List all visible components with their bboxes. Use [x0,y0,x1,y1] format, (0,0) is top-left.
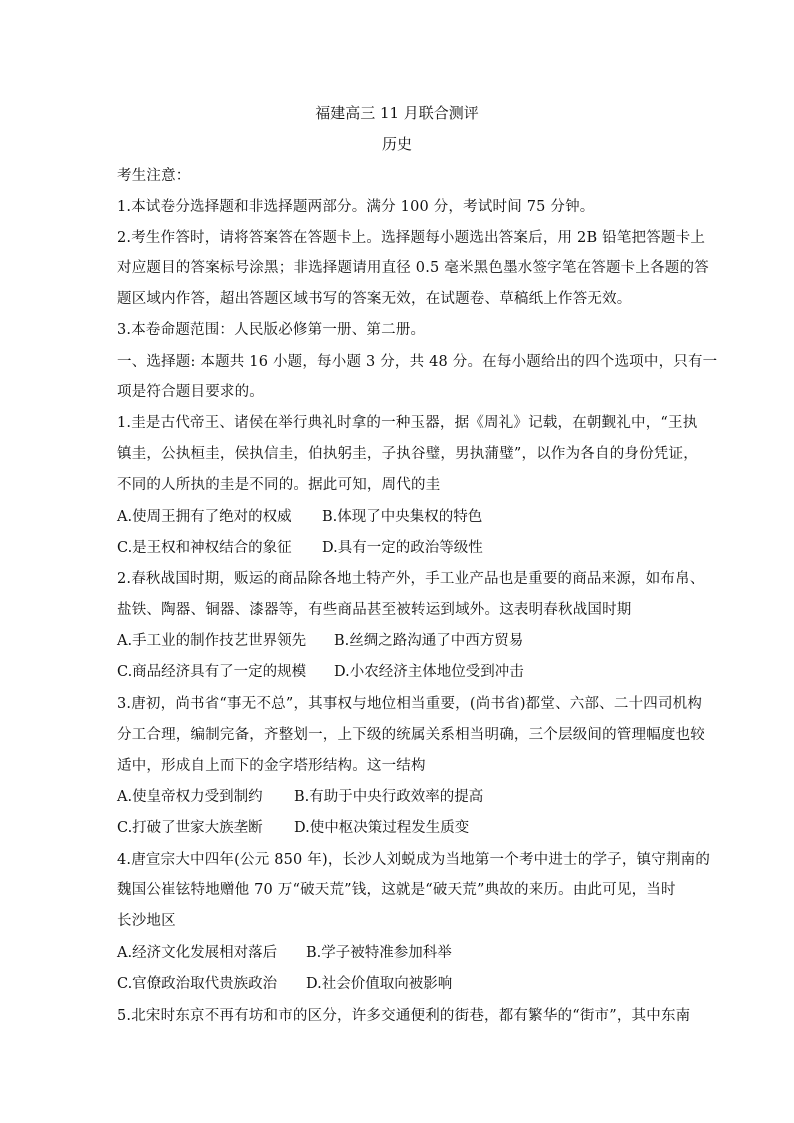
section-intro-line-1: 一、选择题: 本题共 16 小题，每小题 3 分，共 48 分。在每小题给出的四个选项中，只有一 [117,354,718,370]
question-1-option-d: D.具有一定的政治等级性 [322,540,483,556]
notice-item-1: 1.本试卷分选择题和非选择题两部分。满分 100 分，考试时间 75 分钟。 [117,199,595,215]
exam-subject: 历史 [381,135,412,153]
question-5-line-1: 5.北宋时东京不再有坊和市的区分，许多交通便利的街巷，都有繁华的“街市”，其中东南 [117,1008,691,1024]
question-2-line-2: 盐铁、陶器、铜器、漆器等，有些商品甚至被转运到域外。这表明春秋战国时期 [117,602,632,618]
question-1-option-c: C.是王权和神权结合的象征 [117,540,292,556]
question-2-option-d: D.小农经济主体地位受到冲击 [334,664,524,680]
question-4-option-d: D.社会价值取向被影响 [306,976,453,992]
question-3-line-3: 适中，形成自上而下的金字塔形结构。这一结构 [117,758,426,774]
question-1-option-a: A.使周王拥有了绝对的权威 [117,509,292,525]
question-2-line-1: 2.春秋战国时期，贩运的商品除各地土特产外，手工业产品也是重要的商品来源，如布帛、 [117,571,705,587]
question-4-option-c: C.官僚政治取代贵族政治 [117,976,278,992]
question-1-line-2: 镇圭，公执桓圭，侯执信圭，伯执躬圭，子执谷璧，男执蒲璧”，以作为各自的身份凭证， [117,446,698,462]
notice-item-3: 3.本卷命题范围：人民版必修第一册、第二册。 [117,322,426,338]
question-4-option-b: B.学子被特准参加科举 [306,945,452,961]
notice-item-2-line-2: 对应题目的答案标号涂黑；非选择题请用直径 0.5 毫米黑色墨水签字笔在答题卡上各题的答 [117,260,709,276]
exam-title: 福建高三 11 月联合测评 [315,104,479,122]
notice-item-2-line-1: 2.考生作答时，请将答案答在答题卡上。选择题每小题选出答案后，用 2B 铅笔把答题卡上 [117,230,706,246]
question-3-option-a: A.使皇帝权力受到制约 [117,789,263,805]
question-4-option-a: A.经济文化发展相对落后 [117,945,278,961]
question-4-line-2: 魏国公崔铉特地赠他 70 万“破天荒”钱，这就是“破天荒”典故的来历。由此可见，当时 [117,882,676,898]
notice-item-2-line-3: 题区域内作答，超出答题区域书写的答案无效，在试题卷、草稿纸上作答无效。 [117,291,632,307]
question-3-option-b: B.有助于中央行政效率的提高 [294,789,484,805]
section-intro-line-2: 项是符合题目要求的。 [117,384,264,400]
question-3-line-1: 3.唐初，尚书省“事无不总”，其事权与地位相当重要，(尚书省)都堂、六部、二十四司机构 [117,696,703,712]
question-1-option-b: B.体现了中央集权的特色 [322,509,483,525]
question-1-line-1: 1.圭是古代帝王、诸侯在举行典礼时拿的一种玉器，据《周礼》记载，在朝觐礼中，“王执 [117,415,698,431]
notice-heading: 考生注意： [117,168,191,184]
question-4-line-1: 4.唐宣宗大中四年(公元 850 年)，长沙人刘蜕成为当地第一个考中进士的学子，镇守荆南的 [117,852,711,868]
question-2-option-b: B.丝绸之路沟通了中西方贸易 [334,633,524,649]
question-2-option-c: C.商品经济具有了一定的规模 [117,664,307,680]
question-1-line-3: 不同的人所执的圭是不同的。据此可知，周代的圭 [117,477,441,493]
question-4-line-3: 长沙地区 [117,913,176,929]
question-3-line-2: 分工合理，编制完备，齐整划一，上下级的统属关系相当明确，三个层级间的管理幅度也较 [117,727,705,743]
question-3-option-d: D.使中枢决策过程发生质变 [294,820,470,836]
question-3-option-c: C.打破了世家大族垄断 [117,820,263,836]
question-2-option-a: A.手工业的制作技艺世界领先 [117,633,307,649]
